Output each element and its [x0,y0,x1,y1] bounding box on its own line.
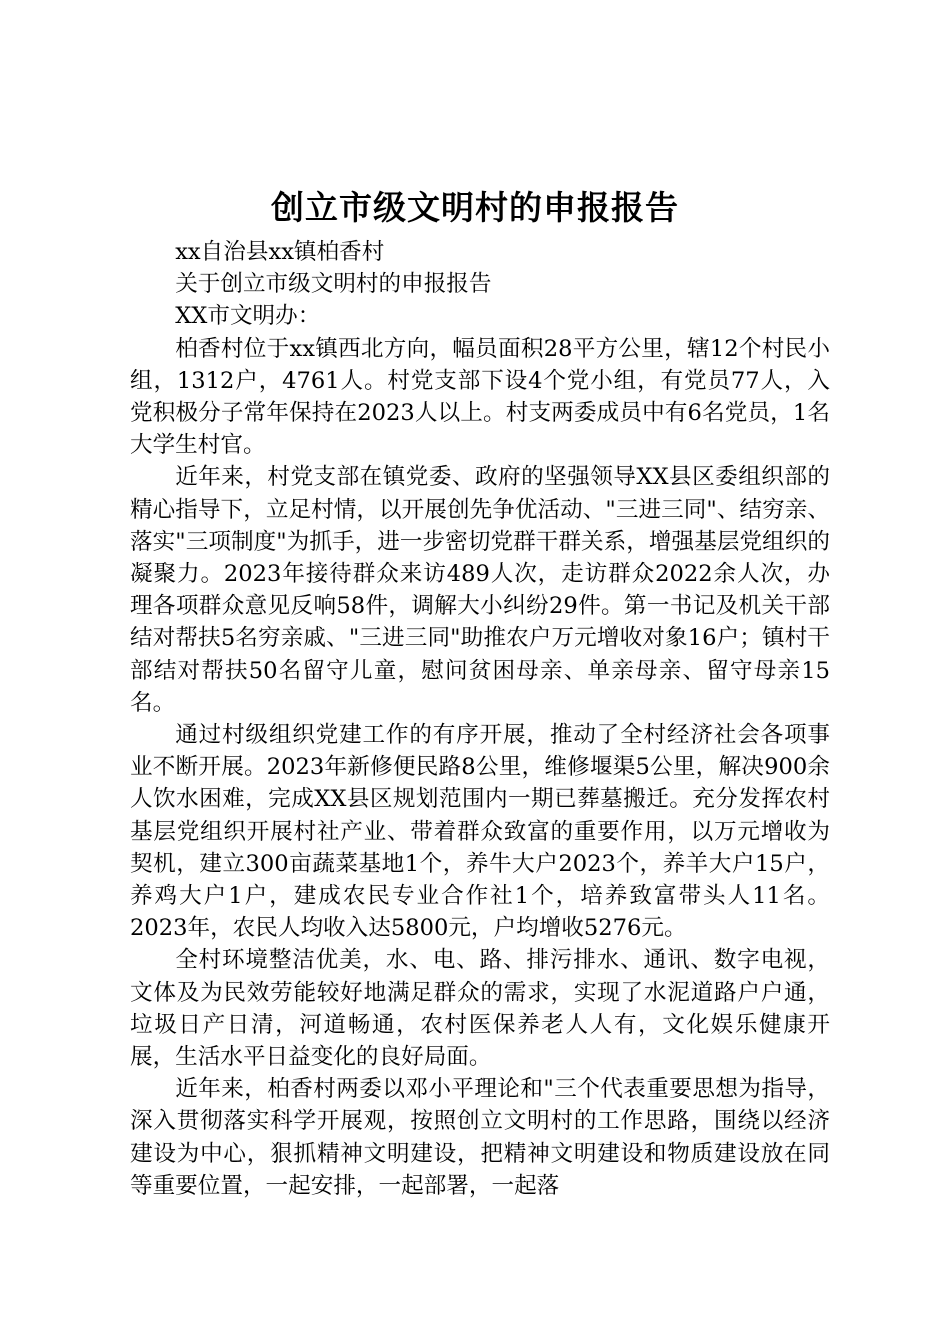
paragraph-spiritual-civilization: 近年来，柏香村两委以邓小平理论和"三个代表重要思想为指导，深入贯彻落实科学开展观，按照创立文明村的工作思路，围绕以经济建设为中心，狠抓精神文明建设，把精神文明建设和物质建设放在同等重要位置，一起安排，一起部署，一起落 [130,1076,830,1199]
document-title: 创立市级文明村的申报报告 [271,188,679,227]
header-village-line: xx自治县xx镇柏香村 [175,239,385,265]
paragraph-economic-development: 通过村级组织党建工作的有序开展，推动了全村经济社会各项事业不断开展。2023年新修便民路8公里，维修堰渠5公里，解决900余人饮水困难，完成XX县区规划范围内一期已葬墓搬迁。充分发挥农村基层党组织开展村社产业、带着群众致富的重要作用，以万元增收为契机，建立300亩蔬菜基地1个，养牛大户2023个，养羊大户15户，养鸡大户1户，建成农民专业合作社1个，培养致富带头人11名。2023年，农民人均收入达5800元，户均增收5276元。 [130,722,830,942]
paragraph-party-work: 近年来，村党支部在镇党委、政府的坚强领导XX县区委组织部的精心指导下，立足村情，以开展创先争优活动、"三进三同"、结穷亲、落实"三项制度"为抓手，进一步密切党群干群关系，增强基层党组织的凝聚力。2023年接待群众来访489人次，走访群众2022余人次，办理各项群众意见反响58件，调解大小纠纷29件。第一书记及机关干部结对帮扶5名穷亲戚、"三进三同"助推农户万元增收对象16户；镇村干部结对帮扶50名留守儿童，慰问贫困母亲、单亲母亲、留守母亲15名。 [130,464,830,716]
header-subject-line: 关于创立市级文明村的申报报告 [175,271,492,298]
header-recipient-line: XX市文明办： [175,303,321,330]
document-body [130,236,830,1202]
paragraph-village-overview: 柏香村位于xx镇西北方向，幅员面积28平方公里，辖12个村民小组，1312户，4761人。村党支部下设4个党小组，有党员77人，入党积极分子常年保持在2023人以上。村支两委成员中有6名党员，1名大学生村官。 [130,335,830,459]
paragraph-environment: 全村环境整洁优美，水、电、路、排污排水、通讯、数字电视，文体及为民效劳能较好地满足群众的需求，实现了水泥道路户户通，垃圾日产日清，河道畅通，农村医保养老人人有，文化娱乐健康开展，生活水平日益变化的良好局面。 [130,947,830,1071]
